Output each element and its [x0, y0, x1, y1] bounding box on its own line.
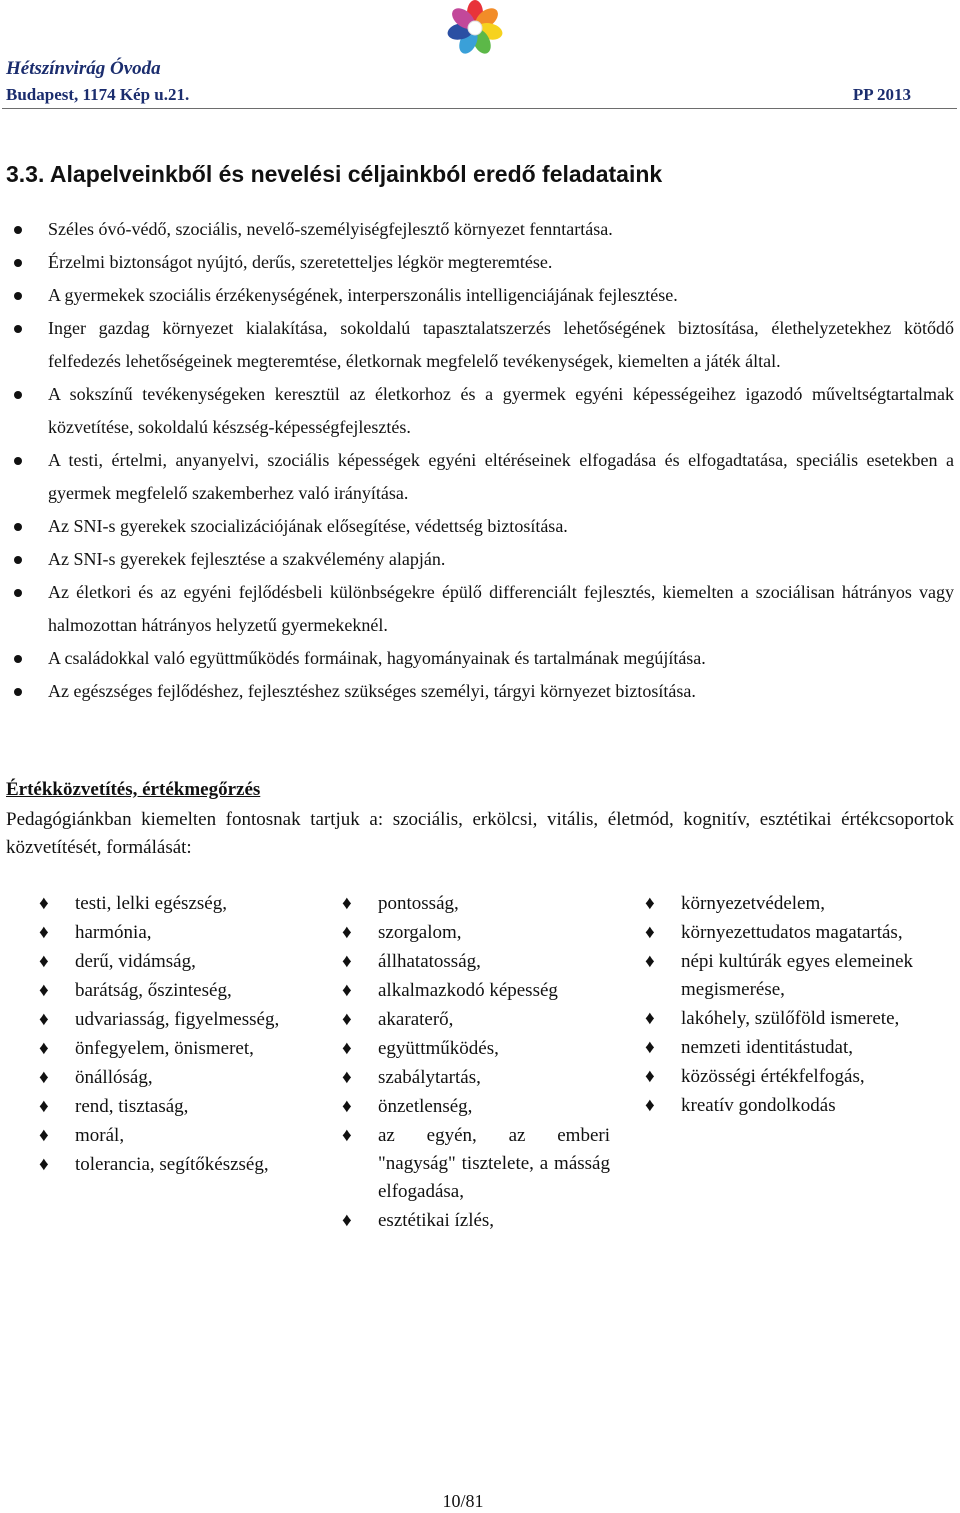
diamond-bullet-icon: ♦: [39, 922, 49, 943]
task-item: A családokkal való együttműködés formáinak, hagyományainak és tartalmának megújítása.: [0, 642, 960, 675]
value-item: [342, 977, 610, 1005]
diamond-bullet-icon: ♦: [39, 1154, 49, 1175]
diamond-bullet-icon: ♦: [342, 1210, 352, 1231]
value-text: morál,: [75, 1125, 125, 1146]
value-item: [342, 1035, 610, 1063]
value-text: alkalmazkodó képesség: [378, 980, 558, 1001]
value-item: [39, 1122, 319, 1150]
value-text: barátság, őszinteség,: [75, 980, 232, 1001]
value-item: [39, 1093, 319, 1121]
value-text: önzetlenség,: [378, 1096, 473, 1117]
value-text: önfegyelem, önismeret,: [75, 1038, 254, 1059]
diamond-bullet-icon: ♦: [342, 1096, 352, 1117]
value-text: pontosság,: [378, 893, 459, 914]
value-item: [39, 1151, 319, 1179]
diamond-bullet-icon: ♦: [39, 1038, 49, 1059]
value-text: derű, vidámság,: [75, 951, 196, 972]
diamond-bullet-icon: ♦: [342, 951, 352, 972]
task-list: [0, 213, 960, 708]
diamond-bullet-icon: ♦: [342, 1038, 352, 1059]
value-text: esztétikai ízlés,: [378, 1210, 495, 1231]
value-item: [39, 919, 319, 947]
value-text: az egyén, az emberi "nagyság" tisztelete, a másság elfogadása,: [378, 1125, 610, 1202]
task-item: Az életkori és az egyéni fejlődésbeli különbségekre épülő differenciált fejlesztés, kiemelten a szociálisan hátrányos vagy halmozottan hátrányos helyzetű gyermekeknél.: [0, 576, 960, 642]
diamond-bullet-icon: ♦: [39, 893, 49, 914]
diamond-bullet-icon: ♦: [645, 1008, 655, 1029]
value-text: nemzeti identitástudat,: [681, 1037, 854, 1058]
task-item: Az egészséges fejlődéshez, fejlesztéshez szükséges személyi, tárgyi környezet biztosítása.: [0, 675, 960, 708]
value-item: [39, 977, 319, 1005]
value-text: szorgalom,: [378, 922, 462, 943]
flower-center: [468, 21, 482, 35]
task-item: A testi, értelmi, anyanyelvi, szociális képességek egyéni eltéréseinek elfogadása és elfogadtatása, speciális esetekben a gyermek megfelelő szakemberhez való irányítása.: [0, 444, 960, 510]
value-text: közösségi értékfelfogás,: [681, 1066, 865, 1087]
values-heading: Értékközvetítés, értékmegőrzés: [6, 779, 261, 800]
values-column-3: [645, 890, 913, 1121]
diamond-bullet-icon: ♦: [645, 1095, 655, 1116]
task-item: Érzelmi biztonságot nyújtó, derűs, szeretetteljes légkör megteremtése.: [0, 246, 960, 279]
value-item: [342, 1207, 610, 1235]
value-text: együttműködés,: [378, 1038, 499, 1059]
value-item: [39, 948, 319, 976]
diamond-bullet-icon: ♦: [39, 951, 49, 972]
diamond-bullet-icon: ♦: [645, 1037, 655, 1058]
value-item: [39, 1006, 319, 1034]
value-item: [39, 1035, 319, 1063]
value-item: [39, 890, 319, 918]
diamond-bullet-icon: ♦: [39, 1096, 49, 1117]
value-text: környezetvédelem,: [681, 893, 826, 914]
value-text: szabálytartás,: [378, 1067, 481, 1088]
value-item: [645, 1092, 913, 1120]
value-item: [342, 1122, 610, 1206]
diamond-bullet-icon: ♦: [342, 922, 352, 943]
value-item: [645, 1005, 913, 1033]
value-text: akaraterő,: [378, 1009, 454, 1030]
value-text: környezettudatos magatartás,: [681, 922, 903, 943]
task-item: Széles óvó-védő, szociális, nevelő-személyiségfejlesztő környezet fenntartása.: [0, 213, 960, 246]
value-item: [645, 948, 913, 1004]
value-item: [39, 1064, 319, 1092]
value-item: [645, 919, 913, 947]
value-text: népi kultúrák egyes elemeinek megismerése,: [681, 951, 913, 1000]
diamond-bullet-icon: ♦: [342, 1067, 352, 1088]
task-item: Az SNI-s gyerekek fejlesztése a szakvélemény alapján.: [0, 543, 960, 576]
diamond-bullet-icon: ♦: [342, 893, 352, 914]
section-heading: 3.3. Alapelveinkből és nevelési céljainkból eredő feladataink: [6, 161, 663, 187]
value-text: önállóság,: [75, 1067, 153, 1088]
header-divider: [2, 108, 957, 109]
value-item: [645, 890, 913, 918]
diamond-bullet-icon: ♦: [645, 893, 655, 914]
kindergarten-address: Budapest, 1174 Kép u.21.: [6, 85, 190, 104]
value-text: harmónia,: [75, 922, 152, 943]
diamond-bullet-icon: ♦: [342, 1009, 352, 1030]
diamond-bullet-icon: ♦: [342, 980, 352, 1001]
value-item: [342, 1093, 610, 1121]
diamond-bullet-icon: ♦: [645, 922, 655, 943]
value-item: [342, 890, 610, 918]
diamond-bullet-icon: ♦: [39, 1009, 49, 1030]
value-item: [342, 919, 610, 947]
task-item: Inger gazdag környezet kialakítása, sokoldalú tapasztalatszerzés lehetőségének biztosítása, élethelyzetekhez kötődő felfedezés lehetőségeinek megteremtése, életkornak megfelelő tevékenységek, kiemelten a játék által.: [0, 312, 960, 378]
page-number: 10/81: [442, 1491, 484, 1511]
diamond-bullet-icon: ♦: [39, 1125, 49, 1146]
flower-logo-icon: [430, 0, 520, 58]
kindergarten-name: Hétszínvirág Óvoda: [6, 58, 161, 79]
value-text: rend, tisztaság,: [75, 1096, 189, 1117]
value-text: testi, lelki egészség,: [75, 893, 227, 914]
value-item: [342, 1006, 610, 1034]
diamond-bullet-icon: ♦: [645, 1066, 655, 1087]
value-item: [342, 948, 610, 976]
diamond-bullet-icon: ♦: [39, 980, 49, 1001]
values-column-1: [39, 890, 319, 1180]
diamond-bullet-icon: ♦: [342, 1125, 352, 1146]
value-item: [645, 1034, 913, 1062]
values-column-2: [342, 890, 610, 1236]
task-item: A gyermekek szociális érzékenységének, interperszonális intelligenciájának fejlesztése.: [0, 279, 960, 312]
task-item: Az SNI-s gyerekek szocializációjának elősegítése, védettség biztosítása.: [0, 510, 960, 543]
value-text: udvariasság, figyelmesség,: [75, 1009, 280, 1030]
value-item: [645, 1063, 913, 1091]
value-text: tolerancia, segítőkészség,: [75, 1154, 269, 1175]
document-code: PP 2013: [852, 85, 911, 104]
diamond-bullet-icon: ♦: [39, 1067, 49, 1088]
value-text: kreatív gondolkodás: [681, 1095, 836, 1116]
values-intro: Pedagógiánkban kiemelten fontosnak tartjuk a: szociális, erkölcsi, vitális, életmód, kognitív, esztétikai értékcsoportok közvetítését, formálását:: [6, 809, 954, 858]
value-text: állhatatosság,: [378, 951, 481, 972]
task-item: A sokszínű tevékenységeken keresztül az életkorhoz és a gyermek egyéni képességeihez igazodó műveltségtartalmak közvetítése, sokoldalú készség-képességfejlesztés.: [0, 378, 960, 444]
value-item: [342, 1064, 610, 1092]
value-text: lakóhely, szülőföld ismerete,: [681, 1008, 900, 1029]
diamond-bullet-icon: ♦: [645, 951, 655, 972]
